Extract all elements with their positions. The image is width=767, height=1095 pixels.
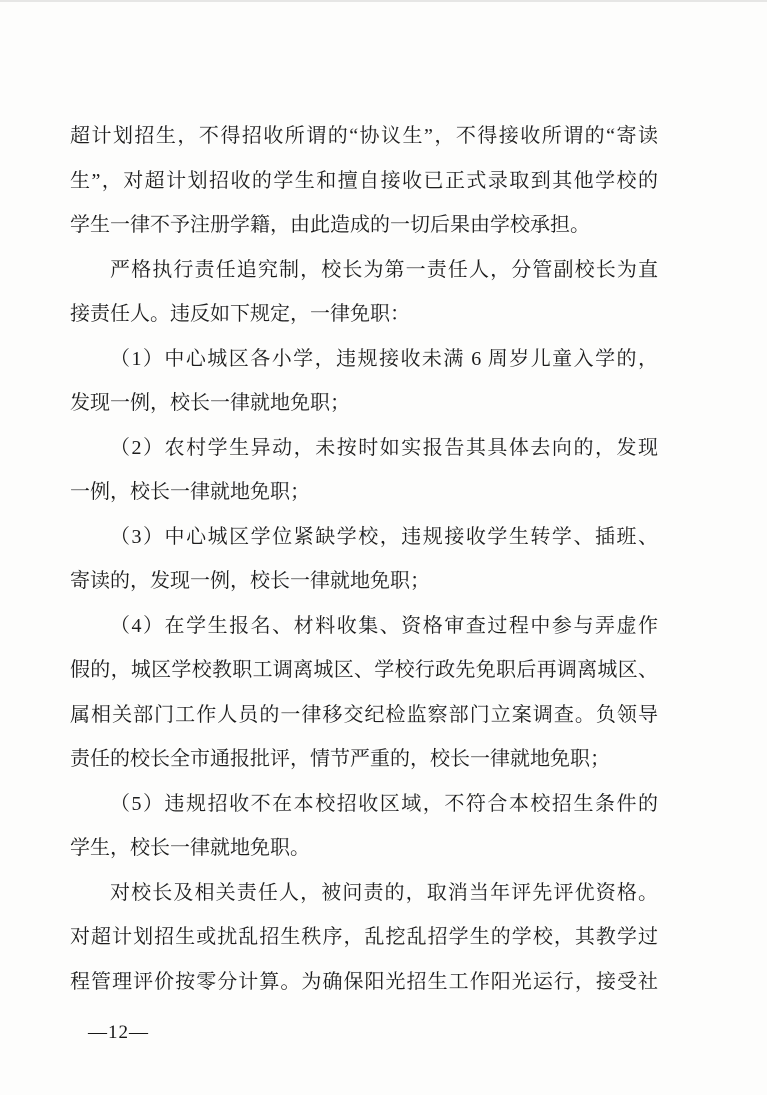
text-line-item-1: （1）中心城区各小学，违规接收未满 6 周岁儿童入学的， [110,347,658,370]
text-line: 一例，校长一律就地免职； [70,481,310,503]
text-line: 严格执行责任追究制，校长为第一责任人，分管副校长为直 [110,258,658,281]
text-line: 生”，对超计划招收的学生和擅自接收已正式录取到其他学校的 [70,169,658,192]
text-line-item-2: （2）农村学生异动，未按时如实报告其具体去向的，发现 [110,436,658,459]
text-line: 超计划招生，不得招收所谓的“协议生”，不得接收所谓的“寄读 [70,125,658,147]
text-line: 学生一律不予注册学籍，由此造成的一切后果由学校承担。 [70,214,590,236]
text-line: 责任的校长全市通报批评，情节严重的，校长一律就地免职； [70,748,610,770]
text-line: 对超计划招生或扰乱招生秩序，乱挖乱招学生的学校，其教学过 [70,926,658,948]
text-line: 学生，校长一律就地免职。 [70,837,310,859]
text-line-item-4: （4）在学生报名、材料收集、资格审查过程中参与弄虚作 [110,614,658,637]
document-body-text [70,114,658,1004]
text-line-item-3: （3）中心城区学位紧缺学校，违规接收学生转学、插班、 [110,525,658,548]
text-line: 发现一例，校长一律就地免职； [70,392,350,414]
text-line: 接责任人。违反如下规定，一律免职： [70,303,410,325]
scan-edge-line [0,0,767,2]
text-line: 假的，城区学校教职工调离城区、学校行政先免职后再调离城区、 [70,659,658,681]
page-number: —12— [88,1022,149,1043]
text-line: 程管理评价按零分计算。为确保阳光招生工作阳光运行，接受社 [70,970,658,993]
text-line: 属相关部门工作人员的一律移交纪检监察部门立案调查。负领导 [70,703,658,726]
text-line: 对校长及相关责任人，被问责的，取消当年评先评优资格。 [110,881,658,904]
text-line-item-5: （5）违规招收不在本校招收区域，不符合本校招生条件的 [110,792,658,815]
text-line: 寄读的，发现一例，校长一律就地免职； [70,570,430,592]
